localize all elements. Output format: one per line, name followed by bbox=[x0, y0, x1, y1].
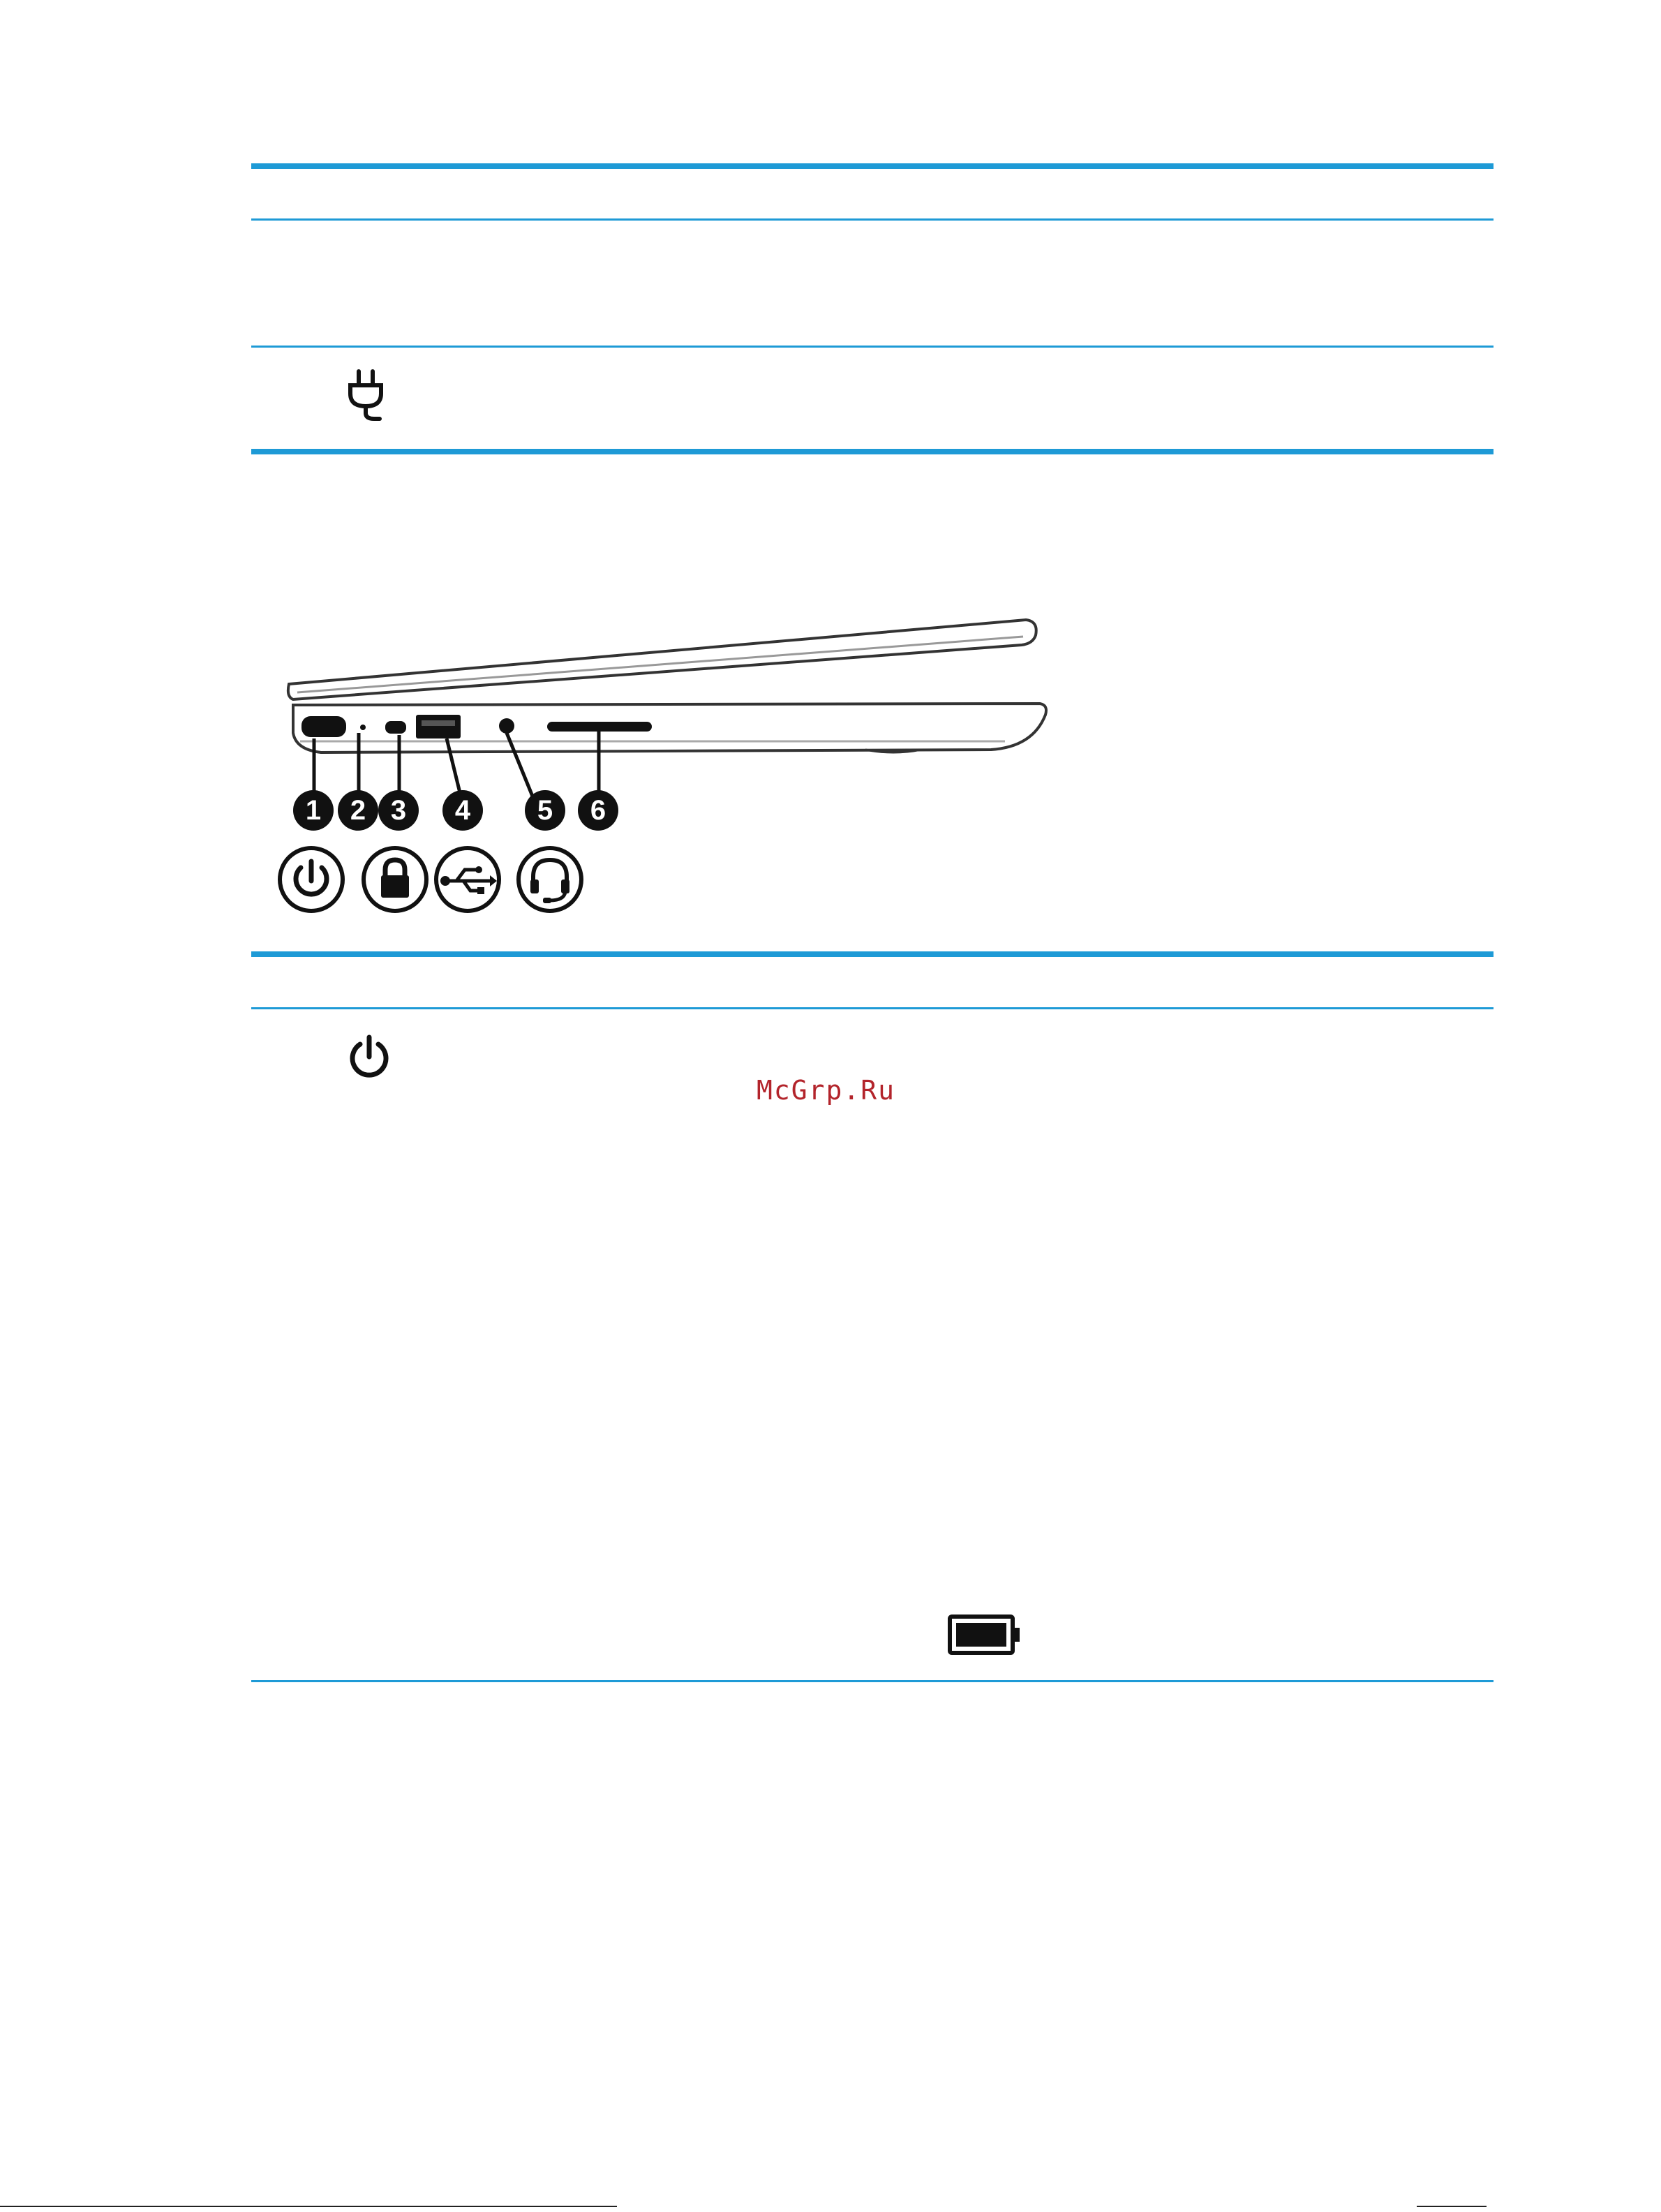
memory-card-reader bbox=[547, 722, 652, 732]
callout-5: 5 bbox=[525, 790, 565, 831]
table2-header-rule bbox=[251, 1007, 1494, 1009]
table2-top-rule bbox=[251, 951, 1494, 957]
usb-c-port bbox=[385, 721, 406, 734]
callout-6: 6 bbox=[578, 790, 618, 831]
table1-header-rule bbox=[251, 218, 1494, 221]
battery-icon bbox=[948, 1614, 1022, 1656]
laptop-lid bbox=[288, 620, 1036, 699]
callout-3: 3 bbox=[378, 790, 419, 831]
table1-top-rule bbox=[251, 163, 1494, 169]
power-icon bbox=[346, 1033, 392, 1079]
callout-4: 4 bbox=[442, 790, 483, 831]
table1-row-rule bbox=[251, 346, 1494, 348]
power-light bbox=[360, 725, 366, 730]
table2-bottom-rule bbox=[251, 1680, 1494, 1682]
footer-rule-right bbox=[1417, 2206, 1487, 2207]
headset-icon bbox=[515, 845, 585, 914]
usb-icon bbox=[433, 845, 502, 914]
watermark-text: McGrp.Ru bbox=[757, 1075, 896, 1106]
power-button bbox=[301, 716, 346, 737]
callout-2: 2 bbox=[338, 790, 378, 831]
audio-jack bbox=[499, 718, 514, 734]
footer-rule-left bbox=[0, 2206, 617, 2207]
table1-bottom-rule bbox=[251, 449, 1494, 454]
usb-a-port bbox=[416, 715, 461, 738]
power-plug-icon bbox=[345, 369, 387, 423]
lock-icon bbox=[360, 845, 430, 914]
callout-1: 1 bbox=[293, 790, 334, 831]
power-button-icon bbox=[276, 845, 346, 914]
